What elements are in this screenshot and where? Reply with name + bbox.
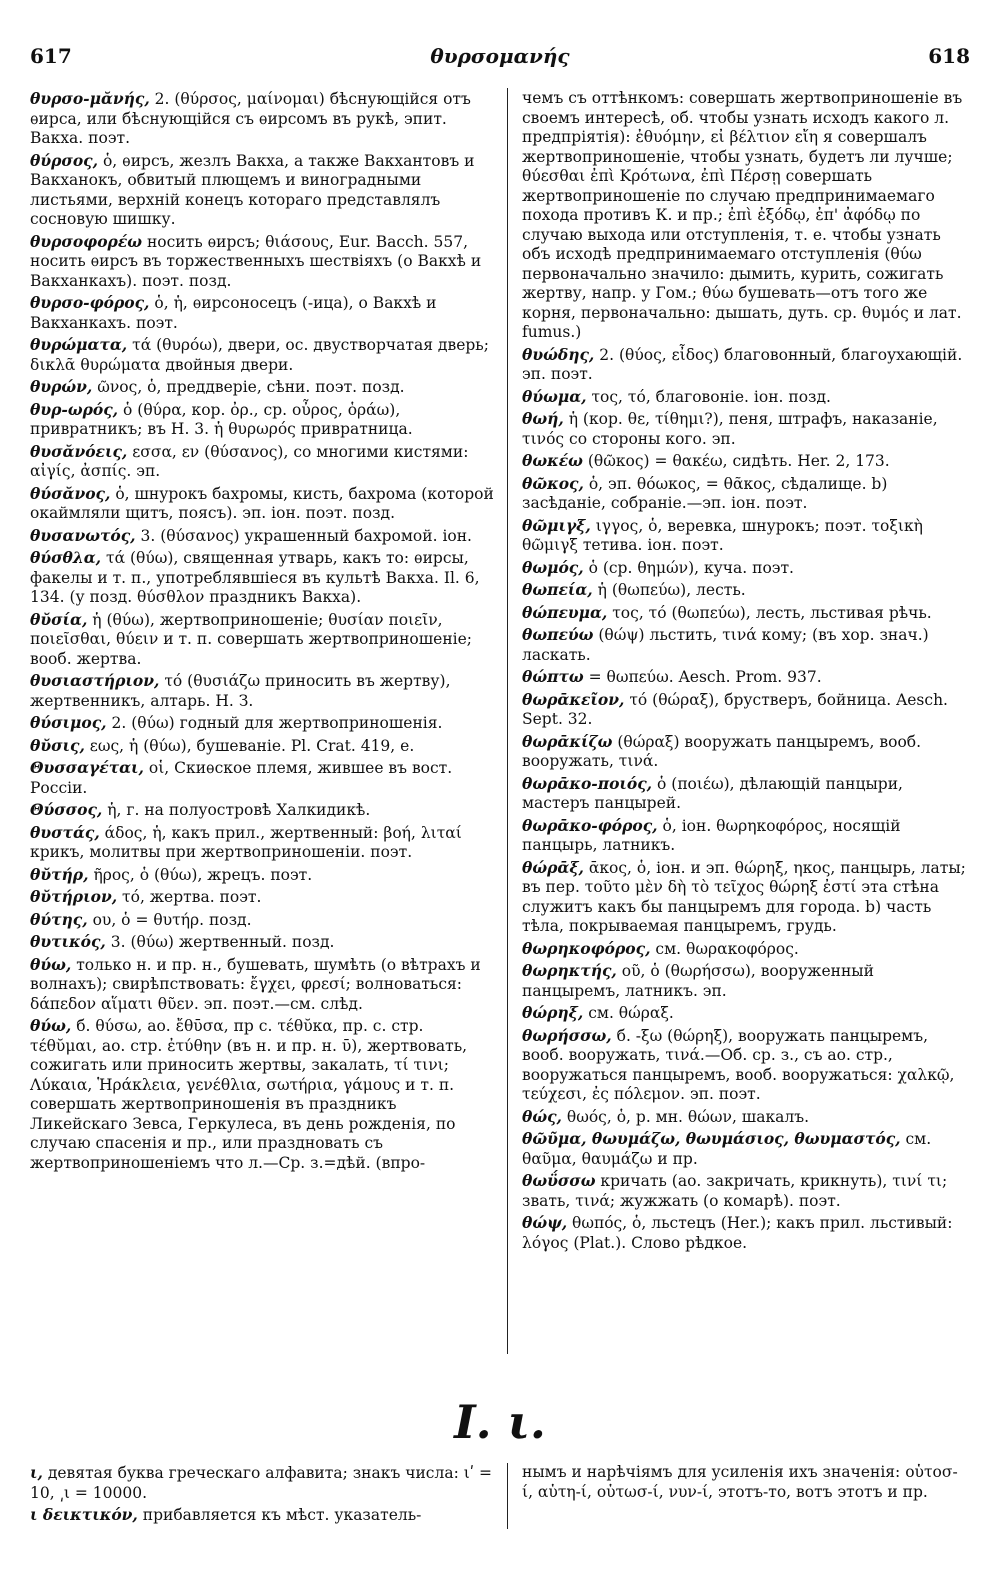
dictionary-entry bbox=[30, 151, 494, 230]
entry-text: ιγγος, ὁ, веревка, шнурокъ; поэт. τοξικὴ θῶμιγξ тетива. іон. поэт. bbox=[522, 516, 923, 554]
headword: θύσθλα, bbox=[30, 548, 102, 567]
dictionary-entry bbox=[30, 335, 494, 375]
dictionary-entry bbox=[30, 1505, 494, 1526]
entry-text: ῆρος, ὁ (θύω), жрецъ. поэт. bbox=[93, 865, 313, 884]
entry-text: см. θαῦμα, θαυμάζω и пр. bbox=[522, 1130, 932, 1168]
entry-text: (θώψ) льстить, τινά кому; (въ хор. знач.) ласкать. bbox=[522, 626, 929, 664]
headword: θωρᾱκο-φόρος, bbox=[522, 815, 658, 835]
dictionary-entry bbox=[522, 558, 968, 579]
entry-text: (θῶκος) = θακέω, сидѣть. Her. 2, 173. bbox=[587, 452, 890, 470]
entry-text: прибавляется къ мѣст. указатель- bbox=[142, 1506, 422, 1524]
entry-text: 3. (θύσανος) украшенный бахромой. іон. bbox=[140, 526, 472, 545]
entry-text: τά (θυρόω), двери, ос. двустворчатая дверь; δικλᾶ θυρώματα двойныя двери. bbox=[30, 336, 489, 374]
entry-text: τό (θυσιάζω приносить въ жертву), жертвенникъ, алтарь. Н. З. bbox=[30, 672, 451, 710]
dictionary-entry bbox=[30, 823, 494, 863]
headword: θῠτήρ, bbox=[30, 864, 89, 884]
dictionary-entry bbox=[30, 548, 494, 608]
entry-text: ὁ, эп. θόωκος, = θᾶκος, сѣдалище. b) засѣданіе, собраніе.—эп. іон. поэт. bbox=[522, 474, 888, 512]
dictionary-entry bbox=[30, 1016, 494, 1173]
dictionary-entry bbox=[522, 409, 968, 449]
dictionary-entry bbox=[522, 1107, 968, 1128]
dictionary-entry bbox=[30, 671, 494, 711]
headword: θῶκος, bbox=[522, 473, 584, 493]
dictionary-entry bbox=[30, 955, 494, 1015]
dictionary-entry bbox=[30, 610, 494, 670]
headword: θωρηκτής, bbox=[522, 961, 617, 980]
headword: θωή, bbox=[522, 409, 564, 428]
headword: ι δεικτικόν, bbox=[30, 1505, 138, 1524]
section-heading: Ι. ι. bbox=[454, 1395, 546, 1449]
dictionary-entry bbox=[522, 474, 968, 514]
dictionary-entry bbox=[30, 758, 494, 798]
dictionary-entry bbox=[522, 625, 968, 665]
entry-text: τος, τό (θωπεύω), лесть, льстивая рѣчь. bbox=[612, 603, 932, 622]
entry-text: θωός, ὁ, р. мн. θώων, шакалъ. bbox=[566, 1107, 810, 1126]
left-column bbox=[30, 89, 494, 1175]
headword: θωρᾱκεῖον, bbox=[522, 689, 625, 709]
dictionary-entry bbox=[522, 516, 968, 556]
entry-text: см. θωρακοφόρος. bbox=[655, 939, 799, 958]
entry-text: только н. и пр. н., бушевать, шумѣть (о вѣтрахъ и волнахъ); свирѣпствовать: ἔγχει, φρεσί; волноваться: δάπεδον αἵματι θῦεν. эп. поэт.—см. слѣд. bbox=[30, 955, 481, 1013]
page-number-right: 618 bbox=[928, 44, 970, 68]
dictionary-entry bbox=[522, 387, 968, 408]
entry-text: (θώραξ) вооружать панцыремъ, вооб. вооружать, τινά. bbox=[522, 732, 922, 770]
entry-text: 2. (θύος, εἶδος) благовонный, благоухающій. эп. поэт. bbox=[522, 345, 963, 383]
dictionary-entry bbox=[30, 1463, 494, 1503]
headword: θωΰσσω bbox=[522, 1171, 596, 1190]
entry-text: 2. (θύρσος, μαίνομαι) бѣснующійся отъ ѳирса, или бѣснующійся съ ѳирсомъ въ рукѣ, эпит. Вакха. поэт. bbox=[30, 90, 471, 147]
dictionary-entry bbox=[522, 580, 968, 601]
dictionary-entry bbox=[30, 713, 494, 734]
column-divider bbox=[507, 88, 508, 1354]
headword: θυτικός, bbox=[30, 932, 106, 951]
headword: θῠσις, bbox=[30, 735, 85, 755]
headword: θώρηξ, bbox=[522, 1003, 584, 1022]
entry-text: носить ѳирсъ; θιάσους, Eur. Bacch. 557, носить ѳирсъ въ торжественныхъ шествіяхъ (о Вакхѣ и Вакханкахъ). поэт. позд. bbox=[30, 232, 482, 290]
headword: θυρ-ωρός, bbox=[30, 399, 119, 419]
entry-text: ὁ (ποιέω), дѣлающій панцыри, мастеръ панцырей. bbox=[522, 774, 903, 812]
headword: Θυσσαγέται, bbox=[30, 758, 144, 777]
headword: θωκέω bbox=[522, 451, 583, 470]
dictionary-entry bbox=[522, 1026, 968, 1105]
headword: θώψ, bbox=[522, 1213, 568, 1232]
dictionary-entry bbox=[522, 603, 968, 624]
headword: θύρσος, bbox=[30, 150, 99, 170]
headword: θυρώματα, bbox=[30, 335, 128, 354]
dictionary-entry bbox=[30, 887, 494, 908]
dictionary-entry bbox=[30, 232, 494, 292]
dictionary-entry bbox=[30, 526, 494, 547]
page-number-left: 617 bbox=[30, 44, 72, 68]
dictionary-entry bbox=[30, 293, 494, 333]
entry-text: εσσα, εν (θύσανος), со многими кистями: αἰγίς, ἀσπίς. эп. bbox=[30, 442, 469, 480]
entry-text: ὁ (ср. θημών), куча. поэт. bbox=[588, 558, 794, 577]
headword: θυρσο-φόρος, bbox=[30, 293, 150, 312]
dictionary-entry bbox=[522, 858, 968, 937]
entry-text: б. θύσω, ао. ἔθῡσα, пр с. τέθῠκα, пр. с. стр. τέθῠμαι, ао. стр. ἐτύθην (въ н. и пр. н. ῡ), жертвовать, сожигать или приносить жертвы, закалать, τί τινι; Λύκαια, Ἡράκλεια, γενέθλια, σωτήρια, γάμους и т. п. совершать жертвоприношенія въ праздникъ Ликейскаго Зевса, Геркулеса, въ день рожденія, по случаю спасенія и пр., или праздновать съ жертвоприношеніемъ что л.—Ср. з.=дѣй. (впро- bbox=[30, 1017, 468, 1172]
headword: θῠτήριον, bbox=[30, 887, 118, 906]
headword: θύσιμος, bbox=[30, 713, 107, 732]
headword: θώς, bbox=[522, 1106, 562, 1126]
entry-text: б. -ξω (θώρηξ), вооружать панцыремъ, вооб. вооружать, τινά.—Об. ср. з., съ ао. стр., вооружаться панцыремъ, вооб. вооружаться: χαλκῷ, τεύχεσι, ἐς πόλεμον. эп. поэт. bbox=[522, 1026, 955, 1103]
headword: θυσιαστήριον, bbox=[30, 671, 160, 690]
dictionary-entry bbox=[522, 961, 968, 1001]
entry-text: ἡ (θωπεύω), лесть. bbox=[597, 581, 746, 599]
entry-text: кричать (ао. закричать, крикнуть), τινί τι; звать, τινά; жужжать (о комарѣ). поэт. bbox=[522, 1172, 948, 1210]
headword: θυρσο-μᾰνής, bbox=[30, 89, 150, 108]
entry-text: τό (θώραξ), брустверъ, бойница. Aesch. Sept. 32. bbox=[522, 690, 948, 728]
dictionary-entry bbox=[522, 451, 968, 472]
entry-text: нымъ и нарѣчіямъ для усиленія ихъ значенія: οὑτοσ-ί, αὑτη-ί, οὑτωσ-ί, νυν-ί, этотъ-то, вотъ этотъ и пр. bbox=[522, 1463, 958, 1501]
headword: θύω, bbox=[30, 1016, 72, 1035]
entry-text: ὁ, ἡ, ѳирсоносецъ (-ица), о Вакхѣ и Вакханкахъ. поэт. bbox=[30, 294, 437, 332]
entry-text: ὁ, іон. θωρηκοφόρος, носящій панцырь, латникъ. bbox=[522, 816, 901, 854]
entry-text: τό, жертва. поэт. bbox=[122, 888, 262, 906]
entry-text: εως, ἡ (θύω), бушеваніе. Pl. Crat. 419, e. bbox=[89, 736, 415, 755]
dictionary-entry bbox=[522, 1003, 968, 1024]
headword: θῠσία, bbox=[30, 609, 88, 629]
dictionary-entry bbox=[522, 1213, 968, 1253]
headword: θύσᾰνος, bbox=[30, 483, 111, 503]
entry-text: τά (θύω), священная утварь, какъ то: ѳирсы, факелы и т. п., употреблявшіеся въ культѣ Вакха. Il. 6, 134. (у позд. θύσθλον праздникъ Вакха). bbox=[30, 549, 480, 606]
entry-text: = θωπεύω. Aesch. Prom. 937. bbox=[588, 668, 822, 686]
headword: θωπεία, bbox=[522, 580, 593, 599]
dictionary-entry bbox=[522, 1129, 968, 1169]
dictionary-entry bbox=[522, 89, 968, 343]
dictionary-entry bbox=[522, 690, 968, 730]
entry-text: ου, ὁ = θυτήρ. позд. bbox=[92, 910, 252, 929]
headword: ι, bbox=[30, 1463, 43, 1482]
entry-text: девятая буква греческаго алфавита; знакъ числа: ιʹ = 10, ͵ι = 10000. bbox=[30, 1464, 493, 1502]
headword: θωρᾱκίζω bbox=[522, 731, 613, 751]
entry-text: ὁ (θύρα, кор. ὀρ., ср. οὖρος, ὁράω), привратникъ; въ Н. 3. ἡ θυρωρός привратница. bbox=[30, 400, 413, 438]
dictionary-entry bbox=[30, 442, 494, 482]
headword: θωρᾱκο-ποιός, bbox=[522, 773, 653, 793]
headword: Θύσσος, bbox=[30, 800, 103, 819]
entry-text: 2. (θύω) годный для жертвоприношенія. bbox=[111, 714, 443, 732]
dictionary-entry bbox=[522, 345, 968, 385]
entry-text: άδος, ἡ, какъ прил., жертвенный: βοή, λιταί крикъ, молитвы при жертвоприношеніи. поэт. bbox=[30, 823, 462, 861]
right-column bbox=[522, 89, 968, 1255]
headword: θώπευμα, bbox=[522, 602, 608, 622]
entry-text: ἡ (θύω), жертвоприношеніе; θυσίαν ποιεῖν, ποιεῖσθαι, θύειν и т. п. совершать жертвоприношеніе; вооб. жертва. bbox=[30, 610, 473, 668]
headword: θώπτω bbox=[522, 667, 584, 686]
headword: θυρσοφορέω bbox=[30, 231, 143, 251]
headword: θωπεύω bbox=[522, 625, 594, 644]
headword: θωρηκοφόρος, bbox=[522, 938, 651, 958]
headword: θύω, bbox=[30, 954, 72, 974]
entry-text: ὁ, шнурокъ бахромы, кисть, бахрома (которой окаймляли щитъ, поясъ). эп. іон. поэт. позд. bbox=[30, 484, 494, 522]
headword: θυρών, bbox=[30, 377, 93, 396]
headword: θῶμιγξ, bbox=[522, 515, 591, 535]
bottom-left-column bbox=[30, 1463, 494, 1528]
entry-text: ᾱκος, ὁ, іон. и эп. θώρηξ, ηκος, панцырь, латы; въ пер. τοῦτο μὲν δὴ τὸ τεῖχος θώρηξ ἐστί эта стѣна служитъ какъ бы панцыремъ для города. b) часть тѣла, покрываемая панцыремъ, грудь. bbox=[522, 858, 966, 935]
headword: θωμός, bbox=[522, 557, 584, 577]
dictionary-entry bbox=[522, 1463, 968, 1502]
dictionary-entry bbox=[30, 377, 494, 398]
headword: θύωμα, bbox=[522, 386, 587, 406]
headword: θώρᾱξ, bbox=[522, 857, 584, 877]
entry-text: ἡ, г. на полуостровѣ Халкидикѣ. bbox=[107, 801, 371, 819]
entry-text: 3. (θύω) жертвенный. позд. bbox=[110, 933, 335, 951]
dictionary-entry bbox=[30, 400, 494, 440]
dictionary-entry bbox=[30, 484, 494, 524]
headword: θωρήσσω, bbox=[522, 1025, 612, 1045]
dictionary-entry bbox=[522, 667, 968, 688]
headword: θυσανωτός, bbox=[30, 525, 136, 545]
headword: θῶῦμα, θωυμάζω, θωυμάσιος, θωυμαστός, bbox=[522, 1129, 901, 1148]
dictionary-entry bbox=[522, 774, 968, 814]
dictionary-entry bbox=[30, 865, 494, 886]
running-header: θυρσομανής bbox=[430, 44, 570, 68]
entry-text: οἱ, Скиѳское племя, жившее въ вост. Россіи. bbox=[30, 759, 453, 797]
entry-text: θωπός, ὁ, льстецъ (Her.); какъ прил. льстивый: λόγος (Plat.). Слово рѣдкое. bbox=[522, 1214, 953, 1252]
dictionary-entry bbox=[30, 800, 494, 821]
headword: θυσᾰνόεις, bbox=[30, 441, 128, 461]
dictionary-entry bbox=[522, 1171, 968, 1211]
headword: θυστάς, bbox=[30, 822, 100, 842]
dictionary-entry bbox=[522, 816, 968, 856]
dictionary-entry bbox=[522, 732, 968, 772]
entry-text: ὁ, ѳирсъ, жезлъ Вакха, а также Вакхантовъ и Вакханокъ, обвитый плющемъ и виноградными листьями, верхній конецъ котораго представлялъ сосновую шишку. bbox=[30, 151, 475, 228]
bottom-right-column bbox=[522, 1463, 968, 1504]
bottom-column-divider bbox=[507, 1463, 508, 1529]
entry-text: чемъ съ оттѣнкомъ: совершать жертвоприношеніе въ своемъ интересѣ, об. чтобы узнать исходъ какого л. предпріятія): ἐθυόμην, εἰ βέλτιον εἴη я совершалъ жертвоприношеніе, чтобы узнать, будетъ ли лучше; θύεσθαι ἐπὶ Κρότωνα, ἐπὶ Πέρσῃ совершать жертвоприношеніе по случаю предпринимаемаго похода противъ К. и пр.; ἐπὶ ἐξόδῳ, ἐπ' ἀφόδῳ по случаю выхода или отступленія, т. е. чтобы узнать объ исходѣ предпринимаемаго отступленія (θύω первоначально значило: дымить, курить, сожигать жертву, напр. у Гом.; θύω бушевать—отъ того же корня, первоначально: дышать, дуть. ср. θυμός и лат. fumus.) bbox=[522, 89, 963, 341]
headword: θυώδης, bbox=[522, 344, 595, 364]
dictionary-entry bbox=[30, 736, 494, 757]
entry-text: οῦ, ὁ (θωρήσσω), вооруженный панцыремъ, латникъ. эп. bbox=[522, 962, 874, 1000]
dictionary-entry bbox=[30, 932, 494, 953]
entry-text: см. θώραξ. bbox=[588, 1004, 674, 1022]
dictionary-entry bbox=[30, 910, 494, 931]
dictionary-entry bbox=[30, 89, 494, 149]
entry-text: ἡ (кор. θε, τίθημι?), пеня, штрафъ, наказаніе, τινός со стороны кого. эп. bbox=[522, 410, 938, 448]
entry-text: τος, τό, благовоніе. іон. позд. bbox=[591, 387, 831, 406]
entry-text: ῶνος, ὁ, преддверіе, сѣни. поэт. позд. bbox=[97, 378, 405, 396]
headword: θύτης, bbox=[30, 909, 88, 929]
dictionary-entry bbox=[522, 939, 968, 960]
